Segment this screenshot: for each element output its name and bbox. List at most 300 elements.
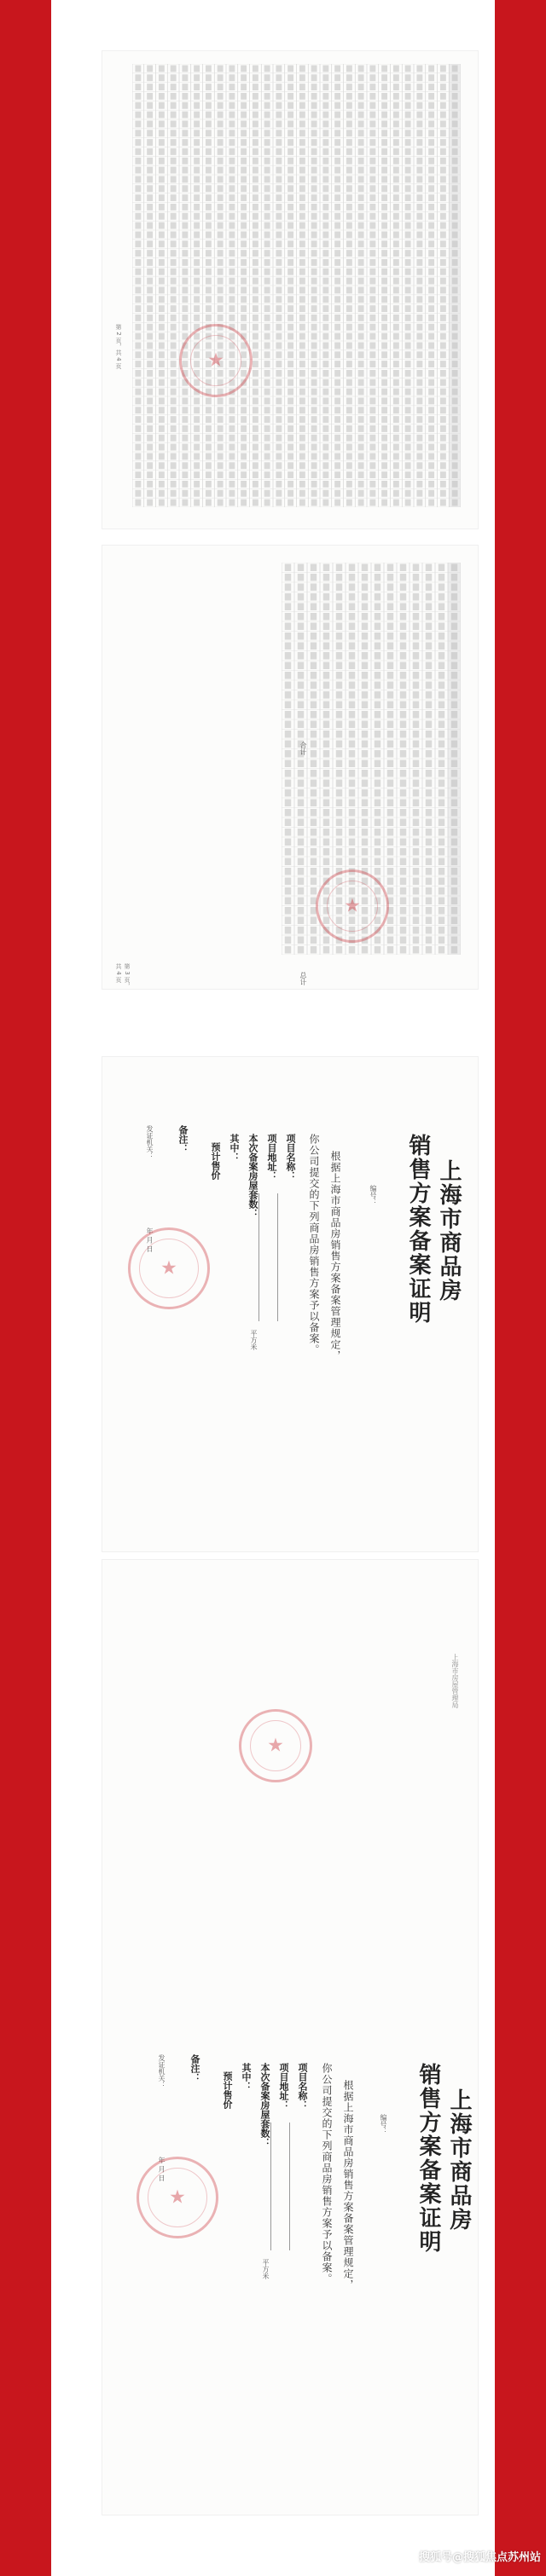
table-cell: [346, 240, 352, 247]
table-cell: [334, 93, 340, 100]
table-cell: [322, 232, 328, 239]
table-cell: [285, 672, 292, 679]
table-cell: [264, 112, 270, 118]
table-cell: [346, 139, 352, 146]
table-cell: [413, 770, 420, 777]
table-cell: [229, 185, 235, 192]
table-cell: [194, 471, 200, 478]
table-cell: [346, 112, 352, 118]
table-cell: [253, 407, 258, 413]
table-cell: [381, 278, 387, 285]
table-cell: [229, 315, 235, 321]
table-cell: [400, 564, 407, 572]
table-cell: [405, 185, 411, 192]
table-cell: [311, 809, 317, 817]
table-cell: [322, 278, 328, 285]
table-cell: [451, 672, 458, 679]
table-cell: [182, 305, 188, 312]
table-cell: [285, 887, 292, 895]
table-cell: [346, 121, 352, 128]
table-cell: [405, 462, 411, 469]
table-cell: [241, 490, 247, 497]
table-cell: [358, 287, 364, 294]
table-cell: [346, 490, 352, 497]
table-cell: [452, 194, 458, 201]
table-cell: [451, 789, 458, 797]
table-cell: [452, 66, 458, 72]
table-cell: [135, 305, 141, 312]
table-cell: [264, 278, 270, 285]
table-cell: [299, 130, 305, 136]
table-cell: [311, 324, 317, 331]
table-cell: [298, 721, 305, 729]
table-cell: [358, 222, 364, 229]
table-cell: [264, 158, 270, 165]
table-cell: [362, 809, 369, 817]
table-cell: [147, 416, 153, 423]
table-cell: [218, 407, 224, 413]
table-cell: [358, 74, 364, 81]
cert2-total: 预计售价: [222, 2071, 233, 2109]
table-cell: [159, 490, 165, 497]
table-cell: [426, 711, 433, 719]
table-cell: [362, 829, 369, 836]
table-cell: [285, 691, 292, 699]
table-cell: [288, 500, 293, 506]
table-cell: [276, 167, 282, 174]
table-cell: [298, 623, 305, 631]
table-cell: [400, 868, 407, 875]
table-cell: [416, 324, 422, 331]
table-cell: [311, 361, 317, 367]
table-cell: [440, 66, 446, 72]
table-cell: [440, 232, 446, 239]
table-cell: [241, 74, 247, 81]
table-cell: [362, 858, 369, 866]
table-cell: [346, 148, 352, 155]
table-cell: [182, 425, 188, 432]
table-cell: [358, 84, 364, 90]
table-cell: [241, 84, 247, 90]
table-cell: [369, 453, 375, 460]
table-cell: [336, 593, 343, 601]
table-cell: [405, 471, 411, 478]
table-cell: [171, 490, 177, 497]
table-cell: [241, 278, 247, 285]
table-cell: [194, 407, 200, 413]
table-cell: [285, 917, 292, 925]
table-cell: [322, 74, 328, 81]
table-cell: [311, 435, 317, 442]
table-cell: [393, 278, 399, 285]
table-cell: [171, 232, 177, 239]
table-cell: [358, 379, 364, 386]
table-cell: [322, 425, 328, 432]
table-cell: [323, 789, 330, 797]
table-cell: [413, 760, 420, 768]
table-cell: [229, 471, 235, 478]
table-cell: [413, 858, 420, 866]
table-cell: [147, 370, 153, 377]
table-cell: [298, 848, 305, 856]
table-cell: [381, 425, 387, 432]
table-cell: [426, 809, 433, 817]
table-cell: [147, 333, 153, 340]
table-cell: [171, 112, 177, 118]
table-cell: [440, 194, 446, 201]
table-cell: [206, 296, 212, 303]
table-cell: [375, 760, 381, 768]
table-cell: [405, 407, 411, 413]
table-cell: [322, 389, 328, 396]
official-seal-1: ★: [179, 324, 253, 397]
table-cell: [428, 296, 434, 303]
table-cell: [381, 398, 387, 405]
table-cell: [375, 839, 381, 846]
table-cell: [336, 604, 343, 611]
table-cell: [451, 731, 458, 738]
table-cell: [298, 868, 305, 875]
table-cell: [439, 652, 445, 660]
table-cell: [218, 490, 224, 497]
table-cell: [369, 278, 375, 285]
table-cell: [135, 278, 141, 285]
table-cell: [393, 351, 399, 358]
table-cell: [336, 662, 343, 670]
table-cell: [159, 416, 165, 423]
table-cell: [253, 361, 258, 367]
table-cell: [452, 370, 458, 377]
table-cell: [336, 711, 343, 719]
table-cell: [413, 946, 420, 954]
table-cell: [413, 682, 420, 690]
table-cell: [416, 121, 422, 128]
table-cell: [381, 232, 387, 239]
table-cell: [264, 370, 270, 377]
table-cell: [311, 185, 317, 192]
table-cell: [322, 471, 328, 478]
table-cell: [276, 351, 282, 358]
table-cell: [440, 471, 446, 478]
table-cell: [253, 490, 258, 497]
table-cell: [334, 278, 340, 285]
table-cell: [349, 780, 356, 788]
table-cell: [311, 250, 317, 257]
table-cell: [311, 584, 317, 592]
table-cell: [405, 259, 411, 266]
table-cell: [387, 878, 394, 886]
table-cell: [393, 222, 399, 229]
table-cell: [439, 604, 445, 611]
table-cell: [159, 370, 165, 377]
table-cell: [276, 343, 282, 349]
table-cell: [147, 444, 153, 451]
table-cell: [405, 481, 411, 488]
table-cell: [288, 130, 293, 136]
table-cell: [182, 222, 188, 229]
table-cell: [206, 176, 212, 183]
table-cell: [428, 66, 434, 72]
table-cell: [182, 324, 188, 331]
table-cell: [299, 462, 305, 469]
table-cell: [194, 74, 200, 81]
table-cell: [362, 721, 369, 729]
table-cell: [218, 66, 224, 72]
table-cell: [206, 112, 212, 118]
table-cell: [400, 780, 407, 788]
table-cell: [393, 490, 399, 497]
table-cell: [135, 158, 141, 165]
table-cell: [358, 453, 364, 460]
table-cell: [346, 204, 352, 211]
table-cell: [362, 682, 369, 690]
table-cell: [405, 278, 411, 285]
table-cell: [288, 259, 293, 266]
table-cell: [426, 682, 433, 690]
table-cell: [336, 809, 343, 817]
table-cell: [322, 130, 328, 136]
table-cell: [358, 416, 364, 423]
table-cell: [451, 741, 458, 748]
table-cell: [393, 167, 399, 174]
table-cell: [299, 176, 305, 183]
table-cell: [218, 315, 224, 321]
table-cell: [253, 343, 258, 349]
table-cell: [375, 780, 381, 788]
table-cell: [171, 269, 177, 275]
table-cell: [440, 351, 446, 358]
table-cell: [381, 333, 387, 340]
table-cell: [276, 296, 282, 303]
table-cell: [311, 240, 317, 247]
table-cell: [218, 500, 224, 506]
table-cell: [358, 66, 364, 72]
table-cell: [346, 222, 352, 229]
table-cell: [159, 444, 165, 451]
table-cell: [375, 702, 381, 709]
table-cell: [194, 66, 200, 72]
table-cell: [426, 858, 433, 866]
table-cell: [311, 800, 317, 807]
table-cell: [349, 760, 356, 768]
table-cell: [451, 819, 458, 827]
table-cell: [311, 66, 317, 72]
cert2-address: 项目地址：: [278, 2063, 289, 2110]
table-cell: [451, 800, 458, 807]
table-cell: [393, 481, 399, 488]
table-cell: [387, 584, 394, 592]
table-cell: [452, 102, 458, 109]
table-cell: [452, 481, 458, 488]
table-cell: [159, 232, 165, 239]
table-cell: [416, 361, 422, 367]
table-cell: [451, 780, 458, 788]
table-cell: [276, 453, 282, 460]
table-cell: [241, 259, 247, 266]
table-cell: [358, 139, 364, 146]
table-cell: [264, 213, 270, 220]
table-cell: [206, 269, 212, 275]
table-cell: [218, 121, 224, 128]
table-cell: [299, 453, 305, 460]
table-cell: [405, 398, 411, 405]
table-cell: [358, 176, 364, 183]
table-cell: [276, 398, 282, 405]
table-cell: [264, 185, 270, 192]
table-cell: [299, 185, 305, 192]
table-cell: [381, 370, 387, 377]
table-cell: [393, 269, 399, 275]
table-cell: [288, 213, 293, 220]
table-cell: [264, 259, 270, 266]
table-cell: [413, 593, 420, 601]
table-cell: [253, 389, 258, 396]
table-cell: [206, 194, 212, 201]
table-cell: [276, 112, 282, 118]
official-seal-2: ★: [316, 869, 389, 943]
table-cell: [171, 121, 177, 128]
table-cell: [264, 121, 270, 128]
table-cell: [147, 185, 153, 192]
table-cell: [346, 361, 352, 367]
table-cell: [147, 500, 153, 506]
table-cell: [159, 130, 165, 136]
table-cell: [451, 946, 458, 954]
table-cell: [393, 130, 399, 136]
table-cell: [440, 222, 446, 229]
table-cell: [299, 112, 305, 118]
table-cell: [253, 148, 258, 155]
table-cell: [298, 702, 305, 709]
table-cell: [439, 741, 445, 748]
table-cell: [405, 370, 411, 377]
table-cell: [451, 839, 458, 846]
table-cell: [400, 741, 407, 748]
table-cell: [322, 176, 328, 183]
table-cell: [358, 490, 364, 497]
table-cell: [440, 185, 446, 192]
table-cell: [218, 84, 224, 90]
table-cell: [439, 623, 445, 631]
watermark-text: 搜狐号@搜狐焦点苏州站: [418, 2551, 541, 2564]
table-cell: [229, 240, 235, 247]
table-cell: [298, 780, 305, 788]
table-cell: [387, 780, 394, 788]
table-cell: [322, 148, 328, 155]
table-cell: [285, 907, 292, 915]
table-cell: [349, 946, 356, 954]
table-cell: [218, 425, 224, 432]
table-cell: [375, 829, 381, 836]
table-cell: [276, 222, 282, 229]
table-cell: [381, 102, 387, 109]
table-cell: [375, 809, 381, 817]
table-cell: [346, 379, 352, 386]
table-cell: [369, 398, 375, 405]
table-cell: [182, 213, 188, 220]
table-cell: [428, 185, 434, 192]
table-cell: [206, 185, 212, 192]
table-cell: [322, 121, 328, 128]
table-cell: [171, 66, 177, 72]
table-cell: [194, 158, 200, 165]
table-cell: [264, 315, 270, 321]
table-cell: [416, 435, 422, 442]
table-cell: [159, 204, 165, 211]
table-cell: [452, 130, 458, 136]
table-cell: [147, 74, 153, 81]
table-cell: [206, 93, 212, 100]
table-cell: [369, 361, 375, 367]
table-cell: [400, 858, 407, 866]
table-cell: [426, 917, 433, 925]
table-cell: [253, 232, 258, 239]
table-cell: [311, 453, 317, 460]
table-cell: [426, 800, 433, 807]
cert2-title-line1: 上海市商品房: [446, 2088, 472, 2232]
table-cell: [426, 741, 433, 748]
table-cell: [241, 139, 247, 146]
cert1-org: 发证机关：: [146, 1125, 154, 1159]
table-cell: [405, 130, 411, 136]
cert1-remark: 备注：: [177, 1125, 189, 1153]
table-cell: [387, 887, 394, 895]
table-cell: [375, 682, 381, 690]
table-cell: [400, 613, 407, 621]
table-cell: [311, 444, 317, 451]
table-cell: [241, 66, 247, 72]
table-cell: [381, 471, 387, 478]
table-cell: [416, 370, 422, 377]
table-cell: [323, 574, 330, 581]
table-cell: [147, 343, 153, 349]
table-cell: [147, 361, 153, 367]
table-cell: [439, 613, 445, 621]
table-cell: [400, 819, 407, 827]
table-cell: [428, 222, 434, 229]
table-cell: [452, 351, 458, 358]
table-cell: [358, 158, 364, 165]
table-cell: [428, 112, 434, 118]
table-cell: [159, 379, 165, 386]
table-cell: [381, 490, 387, 497]
table-cell: [440, 158, 446, 165]
table-cell: [381, 222, 387, 229]
table-cell: [387, 848, 394, 856]
table-cell: [439, 809, 445, 817]
table-cell: [171, 305, 177, 312]
table-cell: [452, 398, 458, 405]
table-cell: [387, 682, 394, 690]
table-cell: [322, 240, 328, 247]
table-cell: [375, 662, 381, 670]
table-cell: [334, 333, 340, 340]
table-cell: [405, 204, 411, 211]
table-cell: [413, 789, 420, 797]
table-cell: [393, 112, 399, 118]
table-cell: [159, 425, 165, 432]
table-cell: [159, 185, 165, 192]
table-cell: [322, 351, 328, 358]
table-cell: [229, 416, 235, 423]
table-cell: [206, 213, 212, 220]
table-cell: [276, 139, 282, 146]
table-cell: [413, 731, 420, 738]
table-cell: [194, 232, 200, 239]
table-cell: [452, 158, 458, 165]
table-cell: [182, 121, 188, 128]
table-cell: [405, 158, 411, 165]
